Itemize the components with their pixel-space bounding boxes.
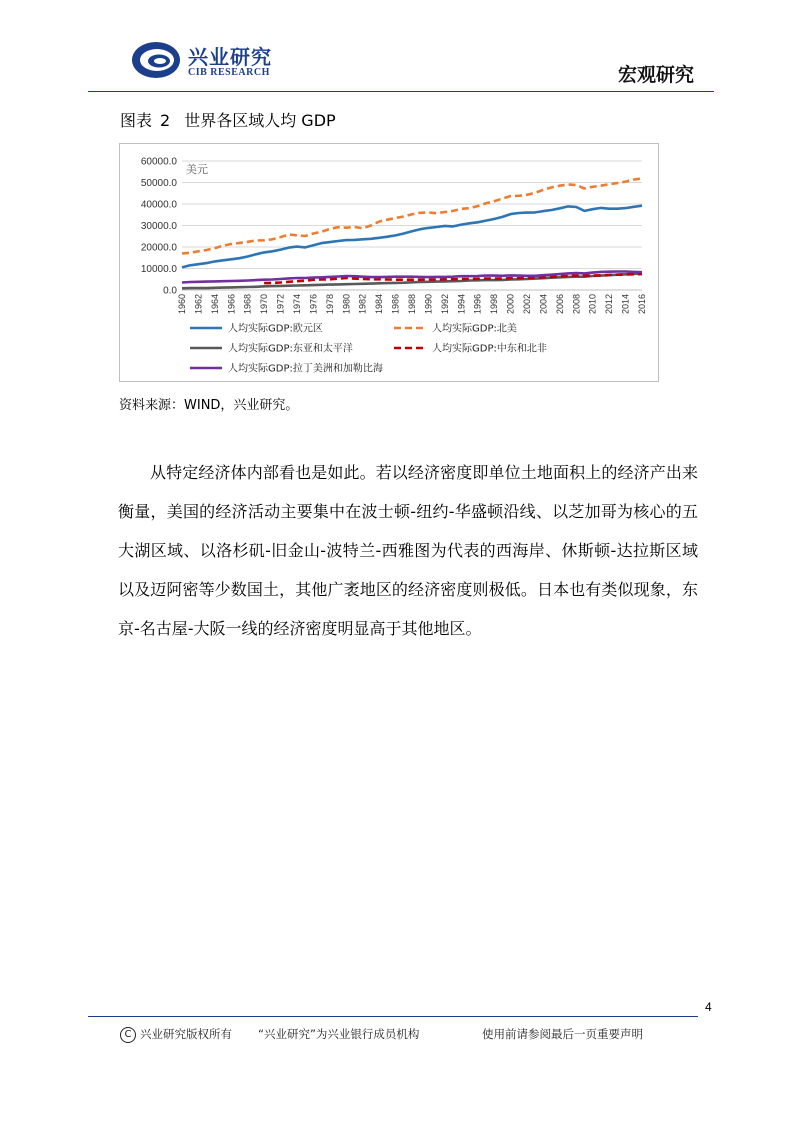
- x-tick-label: 2002: [522, 294, 532, 315]
- x-tick-label: 2012: [604, 293, 615, 315]
- y-tick-label: 60000.0: [140, 156, 177, 168]
- x-tick-label: 1962: [193, 294, 204, 315]
- cib-logo: [130, 40, 330, 86]
- footer-member: “兴业研究”为兴业银行成员机构: [258, 1027, 420, 1041]
- figure-caption: 世界各区域人均 GDP: [184, 111, 336, 130]
- header-divider: [88, 91, 714, 92]
- y-tick-label: 30000.0: [140, 221, 177, 232]
- line-chart: [120, 144, 658, 381]
- figure-number: 2: [160, 111, 171, 130]
- x-tick-label: 2014: [620, 293, 631, 315]
- x-tick-label: 1992: [439, 294, 450, 315]
- figure-label: 图表: [120, 111, 153, 130]
- x-tick-label: 1988: [407, 294, 417, 315]
- footer-divider: [88, 1016, 698, 1017]
- logo-english-name: CIB RESEARCH: [188, 67, 270, 78]
- x-tick-label: 1970: [259, 294, 270, 315]
- x-tick-label: 2016: [637, 294, 647, 315]
- footer-disclaimer: 使用前请参阅最后一页重要声明: [482, 1027, 643, 1041]
- legend-label: 人均实际GDP:拉丁美洲和加勒比海: [228, 363, 383, 375]
- series-line: [182, 179, 642, 254]
- y-tick-label: 10000.0: [140, 264, 177, 275]
- legend-label: 人均实际GDP:东亚和太平洋: [228, 343, 353, 355]
- copyright-icon: C: [120, 1027, 136, 1043]
- x-tick-label: 1982: [357, 294, 368, 315]
- x-tick-label: 1966: [226, 294, 237, 315]
- x-tick-label: 2000: [505, 294, 516, 315]
- footer-copyright-text: 兴业研究版权所有: [140, 1027, 232, 1041]
- legend-label: 人均实际GDP:欧元区: [228, 323, 323, 335]
- legend-label: 人均实际GDP:北美: [432, 323, 517, 335]
- x-tick-label: 1994: [456, 294, 467, 315]
- y-tick-label: 50000.0: [140, 178, 177, 189]
- y-tick-label: 0.0: [163, 285, 177, 297]
- x-tick-label: 1990: [423, 294, 434, 315]
- x-tick-label: 1974: [292, 294, 302, 315]
- cib-logo-icon: [130, 40, 182, 80]
- x-tick-label: 2008: [571, 294, 582, 315]
- figure-title: [120, 108, 336, 131]
- x-tick-label: 1978: [324, 294, 335, 315]
- logo-chinese-name: 兴业研究: [188, 45, 272, 69]
- x-tick-label: 1976: [308, 294, 319, 315]
- y-axis-label: 美元: [186, 163, 208, 176]
- x-tick-label: 1968: [242, 294, 253, 315]
- footer-copyright: [120, 1026, 232, 1043]
- x-tick-label: 2006: [554, 294, 565, 315]
- x-tick-label: 1984: [374, 294, 385, 315]
- x-tick-label: 2004: [538, 294, 549, 315]
- y-tick-label: 40000.0: [140, 199, 177, 211]
- x-tick-label: 1960: [177, 294, 187, 315]
- x-tick-label: 2010: [587, 294, 598, 315]
- x-tick-label: 1964: [209, 294, 220, 315]
- x-tick-label: 1972: [275, 294, 286, 315]
- figure-source: 资料来源：WIND，兴业研究。: [119, 398, 299, 413]
- body-paragraph: 从特定经济体内部看也是如此。若以经济密度即单位土地面积上的经济产出来衡量，美国的经济活动主要集中在波士顿-纽约-华盛顿沿线、以芝加哥为核心的五大湖区域、以洛杉矶-旧金山-波特兰-西雅图为代表的西海岸、休斯顿-达拉斯区域以及迈阿密等少数国土，其他广袤地区的经济密度则极低。日本也有类似现象，东京-名古屋-大阪一线的经济密度明显高于其他地区。: [118, 463, 698, 638]
- chart-container: [119, 143, 659, 382]
- legend-label: 人均实际GDP:中东和北非: [432, 343, 547, 355]
- x-tick-label: 1986: [390, 294, 401, 315]
- x-tick-label: 1998: [489, 294, 500, 315]
- x-tick-label: 1996: [472, 294, 483, 315]
- body-text: [118, 453, 698, 648]
- page-number: 4: [705, 1000, 712, 1014]
- y-tick-label: 20000.0: [140, 242, 177, 254]
- section-title: 宏观研究: [617, 64, 694, 86]
- x-tick-label: 1980: [341, 294, 352, 315]
